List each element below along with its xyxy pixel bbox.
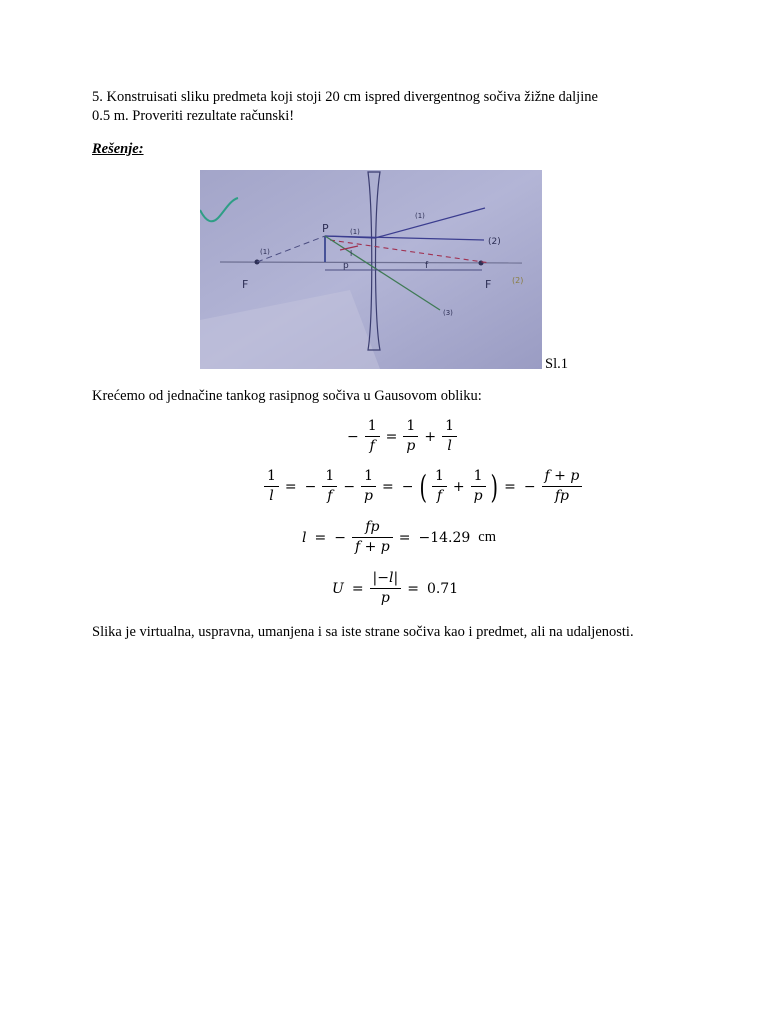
- label-ray1: (1): [350, 228, 360, 236]
- l-value: −14.29: [418, 529, 471, 546]
- problem-line-2: 0.5 m. Proveriti rezultate računski!: [92, 108, 295, 124]
- label-ray1-far: (1): [415, 212, 425, 220]
- label-f: f: [425, 261, 429, 271]
- label-ray2: (2): [512, 276, 524, 285]
- equation-4: U = $\frac{|-l|}{p}$ = 0.71: [332, 570, 459, 606]
- label-p: p: [343, 261, 349, 271]
- label-object: P: [322, 222, 329, 235]
- conclusion-text: Slika je virtualna, uspravna, umanjena i sa iste strane sočiva kao i predmet, ali na udaljenosti.: [92, 624, 634, 640]
- label-ray3: (3): [443, 309, 453, 317]
- label-focus-left: F: [242, 278, 249, 291]
- intro-text: Krećemo od jednačine tankog rasipnog sočiva u Gausovom obliku:: [92, 388, 482, 404]
- label-focus-right: F: [485, 278, 492, 291]
- label-l: l: [350, 249, 353, 258]
- equation-3: l = − $\frac{fp}{f + p}$ = −14.29 cm: [302, 519, 496, 555]
- label-ray-left: (1): [260, 248, 270, 256]
- label-ray2-far: (2): [488, 237, 501, 247]
- ray-diagram-photo: [200, 170, 542, 369]
- focus-right-dot: [479, 261, 484, 266]
- equation-1: − $\frac{1}{f}$ = $\frac{1}{p}$ + $\frac{1}{l}$: [343, 418, 459, 455]
- u-value: 0.71: [426, 580, 459, 597]
- l-unit: cm: [478, 529, 496, 545]
- problem-line-1: 5. Konstruisati sliku predmeta koji stoji 20 cm ispred divergentnog sočiva žižne daljine: [92, 89, 598, 105]
- solution-heading: Rešenje:: [92, 141, 144, 157]
- equation-2: $\frac{1}{l}$ = − $\frac{1}{f}$ − $\frac{1}{p}$ = − ( $\frac{1}{f}$ + $\frac{1}{p}$ ) = − $\frac{f + p}{fp}$: [262, 468, 584, 505]
- figure-caption: Sl.1: [545, 356, 568, 372]
